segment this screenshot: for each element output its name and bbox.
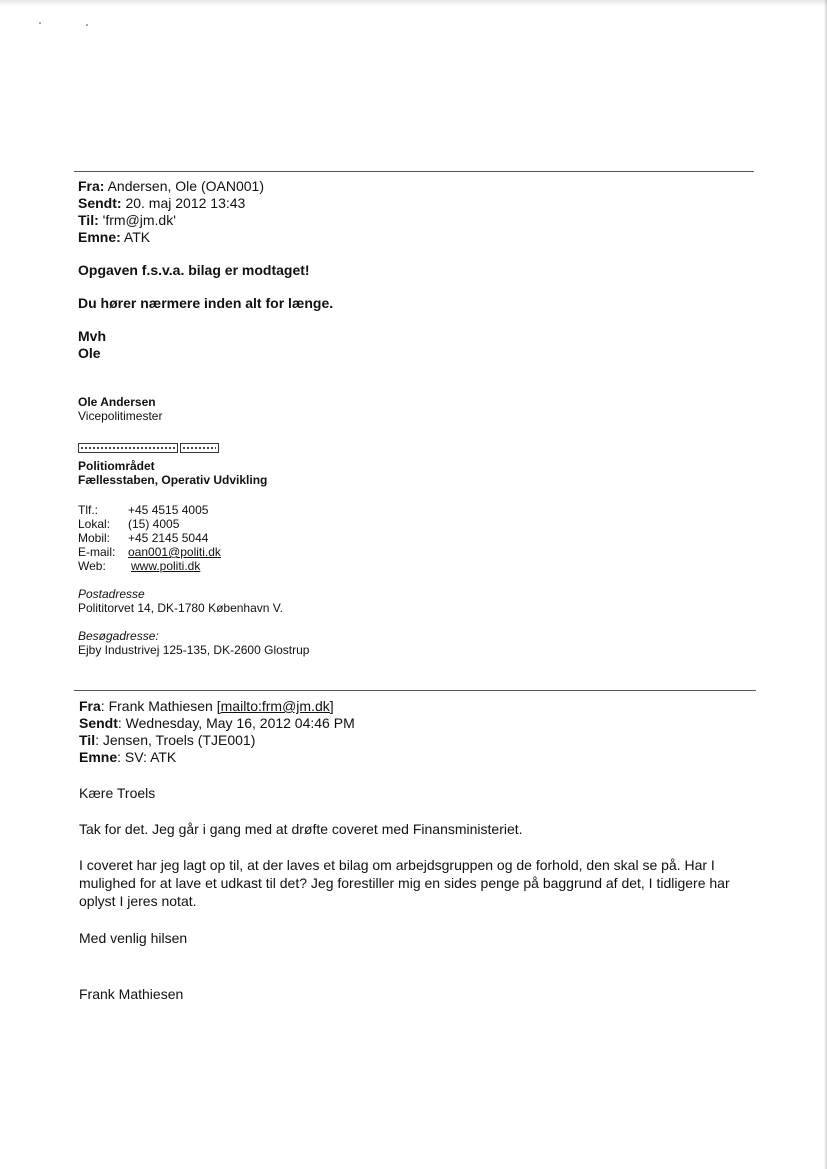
scan-speck <box>86 24 88 26</box>
email-separator <box>74 171 754 172</box>
signature-org-block <box>78 459 267 487</box>
signature-department: Fællesstaben, Operativ Udvikling <box>78 473 268 487</box>
contact-email: E-mail: oan001@politi.dk <box>78 545 221 559</box>
signature-title: Vicepolitimester <box>78 409 163 423</box>
signature-name-block <box>78 395 162 423</box>
email1-header <box>78 178 264 246</box>
email1-body-line: Mvh <box>78 328 106 344</box>
contact-web: Web: www.politi.dk <box>78 559 201 573</box>
postal-address: Polititorvet 14, DK-1780 København V. <box>78 601 284 615</box>
email2-sender: Frank Mathiesen <box>79 986 184 1002</box>
to-line: Til: 'frm@jm.dk' <box>78 212 176 228</box>
scan-artifact-top <box>0 0 827 6</box>
contact-local: Lokal: (15) 4005 <box>78 517 180 531</box>
email2-paragraph: Tak for det. Jeg går i gang med at drøfte coveret med Finansministeriet. <box>79 821 523 837</box>
contact-phone: Tlf.: +45 4515 4005 <box>78 503 209 517</box>
from-line: Fra: Frank Mathiesen [mailto:frm@jm.dk] <box>79 698 334 714</box>
visit-address: Ejby Industrivej 125-135, DK-2600 Glostrup <box>78 643 310 657</box>
email2-closing: Med venlig hilsen <box>79 930 188 946</box>
email2-header <box>79 698 355 766</box>
sent-line: Sendt: 20. maj 2012 13:43 <box>78 195 246 211</box>
postal-label: Postadresse <box>78 587 145 601</box>
mailto-link[interactable]: [mailto:frm@jm.dk] <box>216 698 334 714</box>
contact-mobile: Mobil: +45 2145 5044 <box>78 531 209 545</box>
visit-address-block <box>78 629 309 657</box>
email-link[interactable]: oan001@politi.dk <box>128 545 221 559</box>
scan-speck <box>39 22 41 24</box>
subject-line: Emne: ATK <box>78 229 151 245</box>
police-logo <box>78 443 219 452</box>
email1-body-line: Ole <box>78 345 101 361</box>
signature-name: Ole Andersen <box>78 395 156 409</box>
email1-body-line: Du hører nærmere inden alt for længe. <box>78 295 334 311</box>
signature-org: Politiområdet <box>78 459 155 473</box>
to-line: Til: Jensen, Troels (TJE001) <box>79 732 256 748</box>
email2-paragraph-2: I coveret har jeg lagt op til, at der laves et bilag om arbejdsgruppen og de forhold, den skal se på. Har I mulighed for at lave et udkast til det? Jeg forestiller mig en sides penge på baggrund af det, I tidligere har oplyst I jeres notat. <box>79 857 730 909</box>
email1-body-line: Opgaven f.s.v.a. bilag er modtaget! <box>78 262 310 278</box>
from-line: Fra: Andersen, Ole (OAN001) <box>78 178 264 194</box>
visit-label: Besøgadresse: <box>78 629 159 643</box>
email2-greeting: Kære Troels <box>79 785 156 801</box>
email-separator <box>74 690 756 691</box>
subject-line: Emne: SV: ATK <box>79 749 177 765</box>
sent-line: Sendt: Wednesday, May 16, 2012 04:46 PM <box>79 715 355 731</box>
web-link[interactable]: www.politi.dk <box>131 559 201 573</box>
signature-contacts <box>78 503 221 573</box>
postal-address-block <box>78 587 283 615</box>
